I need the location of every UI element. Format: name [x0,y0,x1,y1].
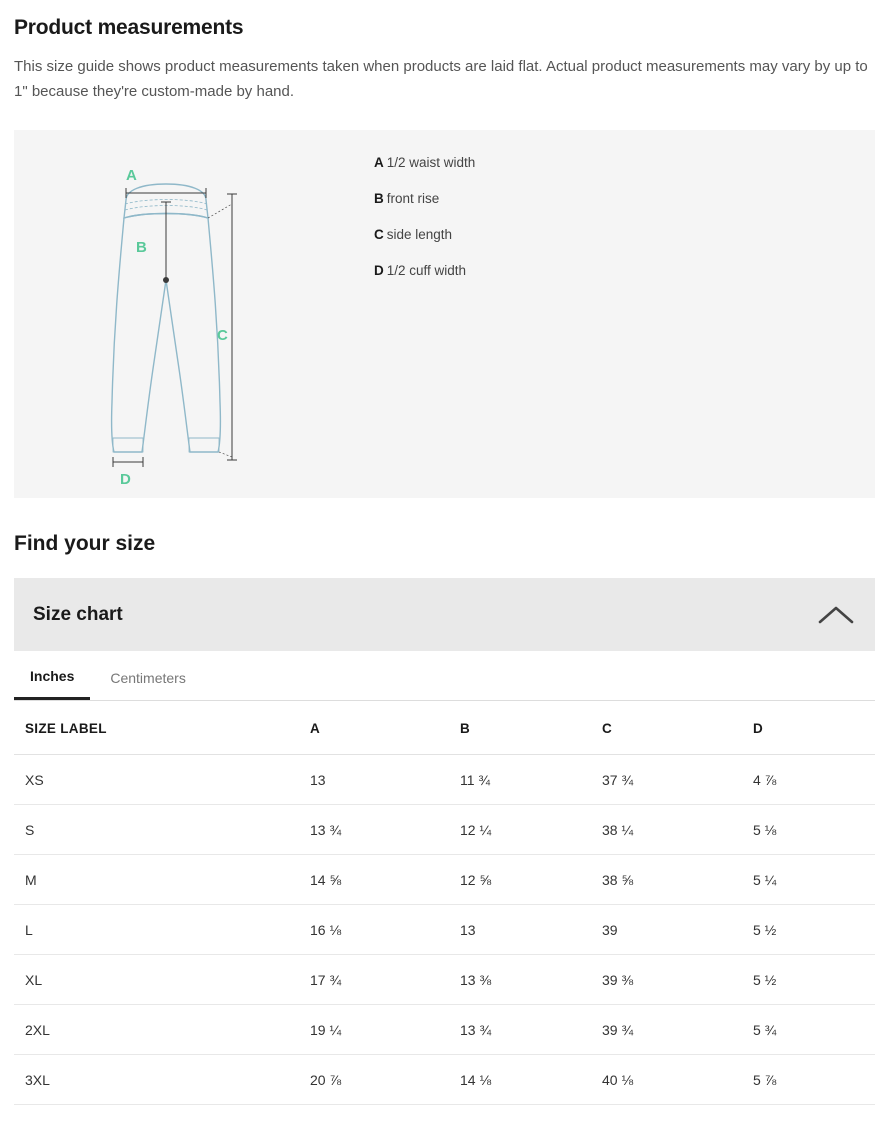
cell-c: 38 ¼ [602,805,753,855]
measurements-description: This size guide shows product measurements taken when products are laid flat. Actual product measurements may vary by up to 1" because they're custom-made by hand. [14,58,868,100]
cell-c: 39 ⅜ [602,955,753,1005]
column-header-b: B [460,701,602,755]
column-header-a: A [310,701,460,755]
legend-item [374,190,475,208]
cell-a: 19 ¼ [310,1005,460,1055]
cell-b: 13 ¾ [460,1005,602,1055]
legend-key-a: A [374,155,384,170]
cell-a: 16 ⅛ [310,905,460,955]
cell-c: 37 ¾ [602,755,753,805]
page-title: Product measurements [14,16,244,39]
cell-size-label: 2XL [14,1005,310,1055]
size-guide-page [0,16,889,1105]
cell-d: 5 ½ [753,955,875,1005]
cell-size-label: L [14,905,310,955]
column-header-size-label: SIZE LABEL [14,701,310,755]
cell-size-label: XS [14,755,310,805]
table-row [14,755,875,805]
chevron-up-icon[interactable] [816,601,856,629]
diagram-label-b: B [136,239,147,256]
legend-key-d: D [374,263,384,278]
legend-item [374,154,475,172]
legend-label-a: 1/2 waist width [386,155,476,170]
cell-c: 38 ⅝ [602,855,753,905]
table-header-row [14,701,875,755]
garment-diagram [14,130,374,492]
measurement-legend [374,130,475,298]
cell-d: 5 ¾ [753,1005,875,1055]
cell-c: 40 ⅛ [602,1055,753,1105]
tab-inches[interactable]: Inches [14,651,90,700]
table-row [14,1005,875,1055]
table-row [14,805,875,855]
cell-b: 12 ¼ [460,805,602,855]
cell-d: 5 ½ [753,905,875,955]
cell-size-label: M [14,855,310,905]
table-row [14,1055,875,1105]
legend-key-b: B [374,191,384,206]
table-row [14,905,875,955]
table-row [14,855,875,905]
size-chart-title: Size chart [33,603,123,625]
size-chart-accordion-header[interactable] [14,578,875,651]
legend-key-c: C [374,227,384,242]
column-header-d: D [753,701,875,755]
legend-label-b: front rise [386,191,440,206]
legend-item [374,226,475,244]
cell-size-label: 3XL [14,1055,310,1105]
joggers-illustration [84,152,304,492]
cell-a: 17 ¾ [310,955,460,1005]
size-chart-table [14,701,875,1105]
diagram-label-d: D [120,471,131,488]
cell-a: 14 ⅝ [310,855,460,905]
column-header-c: C [602,701,753,755]
cell-b: 11 ¾ [460,755,602,805]
table-row [14,955,875,1005]
cell-d: 5 ⅞ [753,1055,875,1105]
cell-d: 5 ⅛ [753,805,875,855]
cell-b: 12 ⅝ [460,855,602,905]
diagram-label-c: C [217,327,228,344]
unit-tabs [14,651,875,701]
cell-b: 14 ⅛ [460,1055,602,1105]
legend-item [374,262,475,280]
cell-a: 20 ⅞ [310,1055,460,1105]
cell-size-label: S [14,805,310,855]
find-your-size-title: Find your size [14,532,156,555]
tab-centimeters[interactable]: Centimeters [94,651,201,700]
legend-label-c: side length [386,227,453,242]
cell-c: 39 [602,905,753,955]
cell-d: 4 ⅞ [753,755,875,805]
legend-label-d: 1/2 cuff width [386,263,467,278]
cell-a: 13 [310,755,460,805]
cell-b: 13 ⅜ [460,955,602,1005]
cell-c: 39 ¾ [602,1005,753,1055]
cell-size-label: XL [14,955,310,1005]
cell-b: 13 [460,905,602,955]
cell-a: 13 ¾ [310,805,460,855]
cell-d: 5 ¼ [753,855,875,905]
diagram-label-a: A [126,167,137,184]
measurement-diagram-panel [14,130,875,498]
